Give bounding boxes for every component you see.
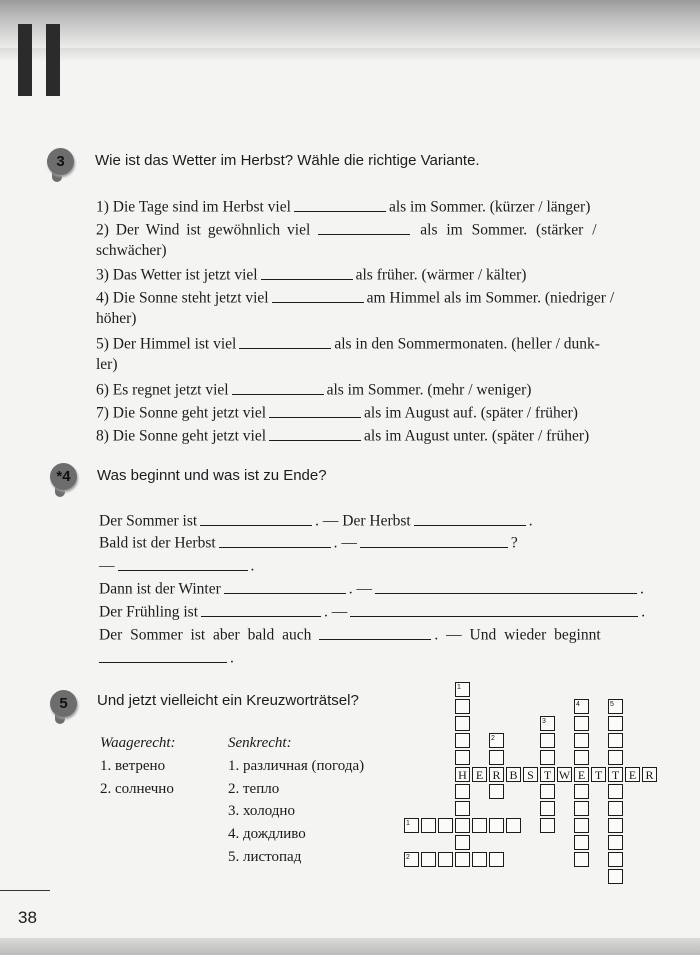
crossword-cell[interactable] xyxy=(506,767,521,782)
crossword-cell[interactable] xyxy=(472,818,487,833)
crossword-cell[interactable] xyxy=(540,818,555,833)
exercise-item: 4) Die Sonne steht jetzt viel am Himmel als im Sommer. (niedriger / xyxy=(96,287,614,308)
crossword-cell[interactable] xyxy=(557,767,572,782)
crossword-cell[interactable] xyxy=(438,852,453,867)
exercise-item: 7) Die Sonne geht jetzt viel als im August auf. (später / früher) xyxy=(96,402,578,423)
crossword-cell[interactable] xyxy=(540,750,555,765)
crossword-cell[interactable] xyxy=(455,818,470,833)
down-clue: 5. листопад xyxy=(228,849,302,865)
crossword-cell[interactable] xyxy=(608,801,623,816)
exercise-line: Der Sommer ist . — Der Herbst . xyxy=(99,510,533,531)
across-heading: Waagerecht: xyxy=(100,735,176,751)
clue-number: 2 xyxy=(491,735,495,742)
crossword-cell[interactable] xyxy=(642,767,657,782)
crossword-cell[interactable] xyxy=(421,852,436,867)
crossword-cell[interactable] xyxy=(421,818,436,833)
crossword-cell[interactable] xyxy=(608,784,623,799)
answer-blank[interactable] xyxy=(414,510,526,526)
crossword-letter: T xyxy=(543,768,552,782)
crossword-letter: E xyxy=(577,768,586,782)
answer-blank[interactable] xyxy=(219,532,331,548)
clue-number: 5 xyxy=(610,701,614,708)
crossword-letter: T xyxy=(594,768,603,782)
crossword-cell[interactable] xyxy=(489,852,504,867)
crossword-letter: W xyxy=(558,768,571,782)
answer-blank[interactable] xyxy=(272,287,364,303)
crossword-cell[interactable] xyxy=(591,767,606,782)
answer-blank[interactable] xyxy=(239,333,331,349)
crossword-letter: B xyxy=(509,768,518,782)
exercise-item: 2) Der Wind ist gewöhnlich viel als im Sommer. (stärker / xyxy=(96,219,597,240)
crossword-cell[interactable] xyxy=(455,750,470,765)
answer-blank[interactable] xyxy=(118,555,248,571)
answer-blank[interactable] xyxy=(224,578,346,594)
crossword-cell[interactable] xyxy=(574,750,589,765)
exercise-line: Der Frühling ist . — . xyxy=(99,601,645,622)
crossword-letter: R xyxy=(492,768,501,782)
clue-number: 1 xyxy=(457,684,461,691)
answer-blank[interactable] xyxy=(269,402,361,418)
crossword-letter: R xyxy=(645,768,654,782)
answer-blank[interactable] xyxy=(232,379,324,395)
exercise-item: 5) Der Himmel ist viel als in den Sommermonaten. (heller / dunk- xyxy=(96,333,600,354)
answer-blank[interactable] xyxy=(201,601,321,617)
crossword-cell[interactable] xyxy=(455,699,470,714)
down-clue: 1. различная (погода) xyxy=(228,758,365,774)
down-clue: 4. дождливо xyxy=(228,826,306,842)
crossword-cell[interactable] xyxy=(455,682,470,697)
crossword-cell[interactable] xyxy=(608,835,623,850)
crossword-cell[interactable] xyxy=(608,818,623,833)
answer-blank[interactable] xyxy=(375,578,637,594)
crossword-cell[interactable] xyxy=(574,716,589,731)
crossword-cell[interactable] xyxy=(455,716,470,731)
exercise-item: 1) Die Tage sind im Herbst viel als im Sommer. (kürzer / länger) xyxy=(96,196,590,217)
crossword-cell[interactable] xyxy=(540,767,555,782)
crossword-cell[interactable] xyxy=(455,835,470,850)
across-clue: 2. солнечно xyxy=(100,781,174,797)
exercise-title: Wie ist das Wetter im Herbst? Wähle die richtige Variante. xyxy=(95,152,480,169)
crossword-cell[interactable] xyxy=(574,818,589,833)
answer-blank[interactable] xyxy=(269,425,361,441)
down-clue: 2. тепло xyxy=(228,781,280,797)
exercise-item: 3) Das Wetter ist jetzt viel als früher. (wärmer / kälter) xyxy=(96,264,526,285)
exercise-line: — . xyxy=(99,555,254,576)
crossword-cell[interactable] xyxy=(608,699,623,714)
crossword-cell[interactable] xyxy=(455,733,470,748)
down-heading: Senkrecht: xyxy=(228,735,292,751)
crossword-cell[interactable] xyxy=(574,801,589,816)
crossword-cell[interactable] xyxy=(540,784,555,799)
crossword-cell[interactable] xyxy=(455,801,470,816)
exercise-title: Und jetzt vielleicht ein Kreuzworträtsel? xyxy=(97,692,359,709)
clue-number: 1 xyxy=(406,820,410,827)
crossword-cell[interactable] xyxy=(472,767,487,782)
crossword-cell[interactable] xyxy=(608,869,623,884)
exercise-line: Dann ist der Winter . — . xyxy=(99,578,644,599)
crossword-cell[interactable] xyxy=(523,767,538,782)
answer-blank[interactable] xyxy=(350,601,638,617)
exercise-line: Der Sommer ist aber bald auch . — Und wieder beginnt xyxy=(99,624,601,645)
exercise-item: 6) Es regnet jetzt viel als im Sommer. (mehr / weniger) xyxy=(96,379,531,400)
crossword-cell[interactable] xyxy=(574,852,589,867)
answer-blank[interactable] xyxy=(99,647,227,663)
clue-number: 3 xyxy=(542,718,546,725)
crossword-cell[interactable] xyxy=(574,784,589,799)
crossword-cell[interactable] xyxy=(404,852,419,867)
answer-blank[interactable] xyxy=(360,532,508,548)
crossword-cell[interactable] xyxy=(625,767,640,782)
exercise-item: 8) Die Sonne geht jetzt viel als im August unter. (später / früher) xyxy=(96,425,589,446)
crossword-cell[interactable] xyxy=(540,733,555,748)
exercise-item-continuation: höher) xyxy=(96,310,137,327)
crossword-cell[interactable] xyxy=(608,767,623,782)
crossword-cell[interactable] xyxy=(540,716,555,731)
footer-rule xyxy=(0,890,50,891)
crossword-cell[interactable] xyxy=(404,818,419,833)
exercise-line: Bald ist der Herbst . — ? xyxy=(99,532,518,553)
crossword-cell[interactable] xyxy=(608,852,623,867)
crossword-cell[interactable] xyxy=(608,750,623,765)
crossword-cell[interactable] xyxy=(506,818,521,833)
crossword-letter: T xyxy=(611,768,620,782)
exercise-line: . xyxy=(99,647,234,668)
page-bottom-band xyxy=(0,938,700,955)
answer-blank[interactable] xyxy=(200,510,312,526)
exercise-number-badge: 5 xyxy=(50,690,77,717)
crossword-cell[interactable] xyxy=(608,733,623,748)
crossword-letter: E xyxy=(628,768,637,782)
crossword-cell[interactable] xyxy=(455,784,470,799)
crossword-cell[interactable] xyxy=(455,852,470,867)
exercise-number-badge: 3 xyxy=(47,148,74,175)
crossword-cell[interactable] xyxy=(489,733,504,748)
crossword-cell[interactable] xyxy=(540,801,555,816)
exercise-title: Was beginnt und was ist zu Ende? xyxy=(97,467,327,484)
answer-blank[interactable] xyxy=(319,624,431,640)
crossword-cell[interactable] xyxy=(489,784,504,799)
chapter-marker-bar xyxy=(18,24,32,96)
clue-number: 4 xyxy=(576,701,580,708)
crossword-cell[interactable] xyxy=(489,750,504,765)
crossword-cell[interactable] xyxy=(489,767,504,782)
crossword-cell[interactable] xyxy=(574,699,589,714)
chapter-marker-bar xyxy=(46,24,60,96)
answer-blank[interactable] xyxy=(294,196,386,212)
crossword-letter: S xyxy=(527,768,534,782)
answer-blank[interactable] xyxy=(318,219,410,235)
clue-number: 2 xyxy=(406,854,410,861)
crossword-cell[interactable] xyxy=(608,716,623,731)
crossword-letter: E xyxy=(475,768,484,782)
crossword-cell[interactable] xyxy=(438,818,453,833)
exercise-item-continuation: ler) xyxy=(96,356,118,373)
down-clue: 3. холодно xyxy=(228,803,295,819)
exercise-item-continuation: schwächer) xyxy=(96,242,167,259)
answer-blank[interactable] xyxy=(261,264,353,280)
crossword-cell[interactable] xyxy=(455,767,470,782)
crossword-cell[interactable] xyxy=(574,835,589,850)
crossword-cell[interactable] xyxy=(472,852,487,867)
crossword-cell[interactable] xyxy=(574,733,589,748)
crossword-cell[interactable] xyxy=(489,818,504,833)
across-clue: 1. ветрено xyxy=(100,758,166,774)
crossword-cell[interactable] xyxy=(574,767,589,782)
exercise-number-badge: *4 xyxy=(50,463,77,490)
crossword-letter: H xyxy=(458,768,467,782)
page-number: 38 xyxy=(18,908,37,927)
page-top-band xyxy=(0,0,700,48)
